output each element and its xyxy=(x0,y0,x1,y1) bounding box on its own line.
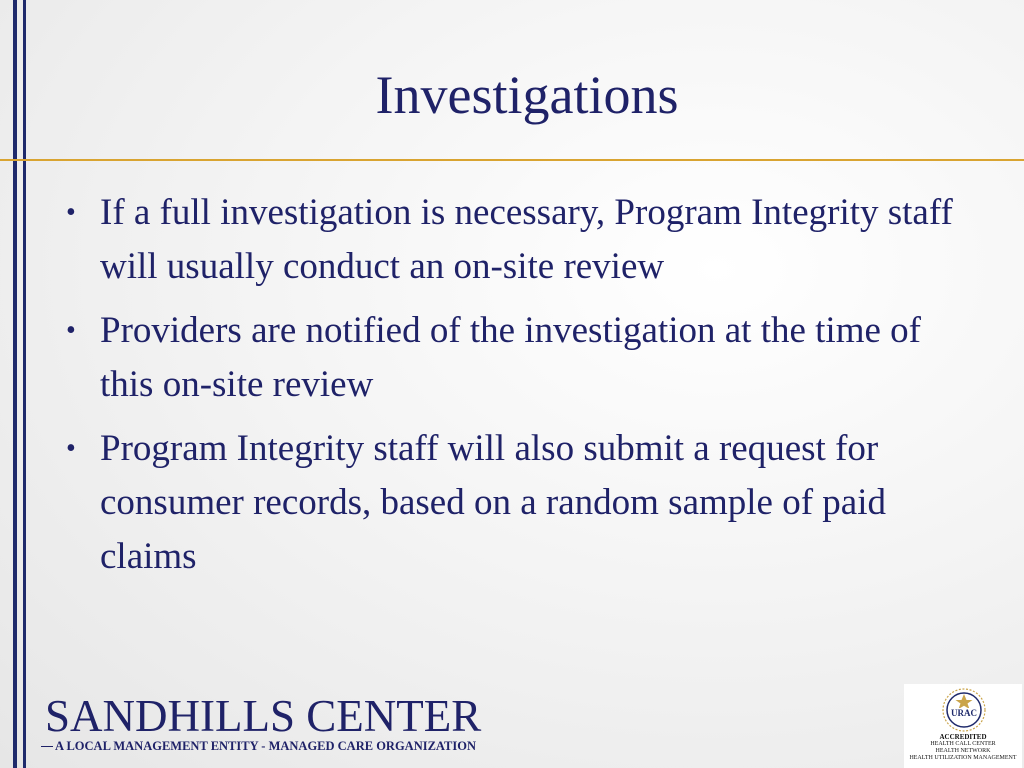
bullet-text: Program Integrity staff will also submit a request for consumer records, based on a random sample of paid claims xyxy=(100,428,886,577)
urac-seal-icon xyxy=(936,686,992,734)
organization-tagline: A LOCAL MANAGEMENT ENTITY - MANAGED CARE ORGANIZATION xyxy=(45,739,481,754)
bullet-text: Providers are notified of the investigation at the time of this on-site review xyxy=(100,310,921,405)
bullet-item xyxy=(58,186,958,294)
bullet-text: If a full investigation is necessary, Program Integrity staff will usually conduct an on-site review xyxy=(100,192,953,287)
bullet-marker: • xyxy=(66,433,76,464)
bullet-list xyxy=(58,186,958,594)
sandhills-center-logo xyxy=(45,691,482,754)
accreditation-status: ACCREDITED xyxy=(939,733,987,741)
bullet-item xyxy=(58,304,958,412)
title-divider xyxy=(0,159,1024,161)
left-border-rule xyxy=(23,0,26,768)
urac-accreditation-badge xyxy=(904,684,1022,768)
bullet-marker: • xyxy=(66,315,76,346)
organization-name: SANDHILLS CENTER xyxy=(45,691,482,741)
bullet-item xyxy=(58,422,958,584)
accreditation-line: HEALTH NETWORK xyxy=(935,748,991,754)
bullet-marker: • xyxy=(66,197,76,228)
accreditation-line: HEALTH UTILIZATION MANAGEMENT xyxy=(909,755,1017,761)
urac-seal-label: URAC xyxy=(951,708,977,718)
urac-text-block xyxy=(904,733,1022,762)
accreditation-line: HEALTH CALL CENTER xyxy=(930,741,996,747)
left-border-rule xyxy=(13,0,17,768)
slide-title: Investigations xyxy=(375,65,679,125)
